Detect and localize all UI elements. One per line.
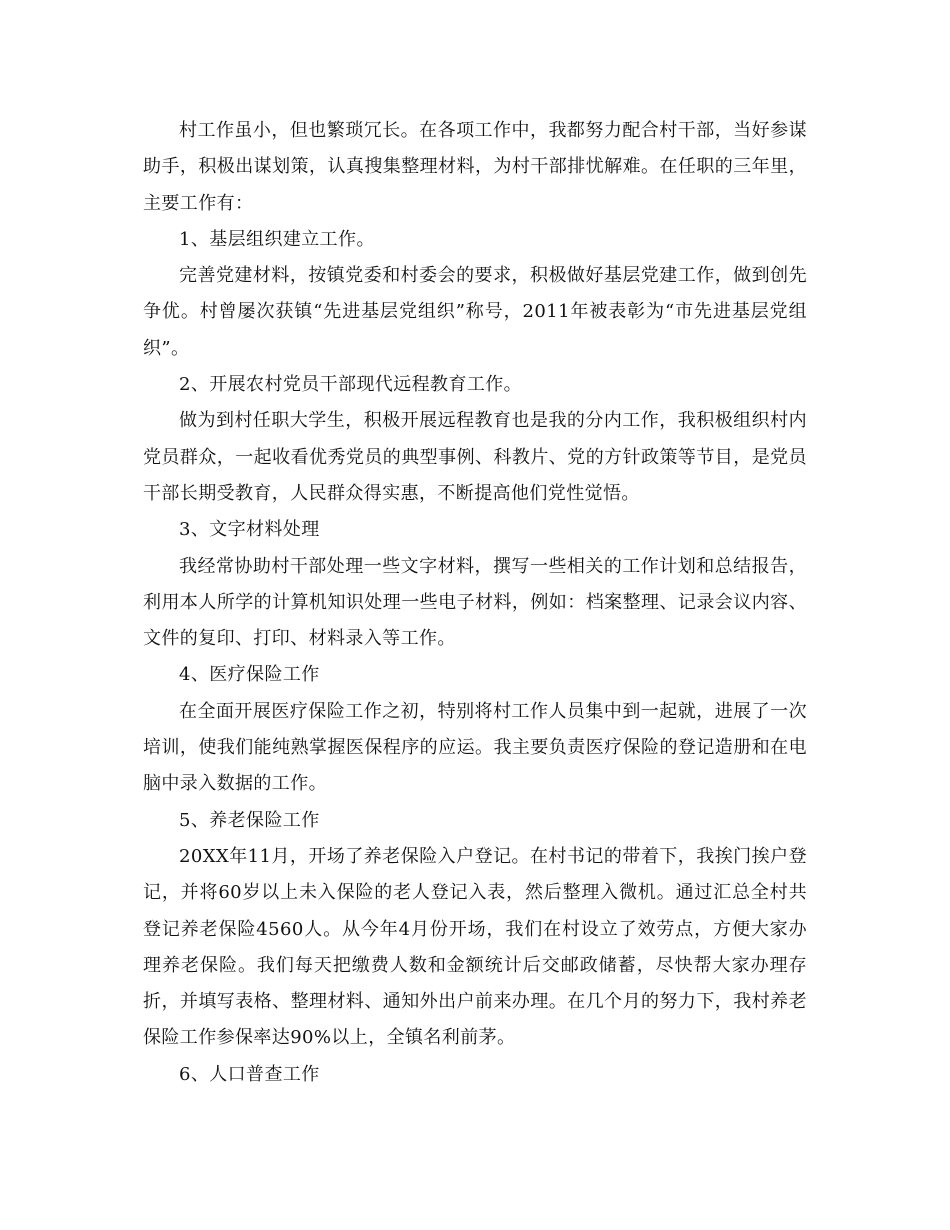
heading-item-3: 3、文字材料处理 — [179, 519, 320, 541]
document-body — [143, 113, 807, 1093]
heading-item-6: 6、人口普查工作 — [179, 1063, 320, 1085]
paragraph-item-3: 我经常协助村干部处理一些文字材料，撰写一些相关的工作计划和总结报告，利用本人所学的计算机知识处理一些电子材料，例如：档案整理、记录会议内容、文件的复印、打印、材料录入等工作。 — [143, 555, 807, 650]
paragraph-item-2: 做为到村任职大学生，积极开展远程教育也是我的分内工作，我积极组织村内党员群众，一起收看优秀党员的典型事例、科教片、党的方针政策等节目，是党员干部长期受教育，人民群众得实惠，不断提高他们党性觉悟。 — [143, 410, 807, 504]
paragraph-item-1: 完善党建材料，按镇党委和村委会的要求，积极做好基层党建工作，做到创先争优。村曾屡次获镇“先进基层党组织”称号，2011年被表彰为“市先进基层党组织”。 — [143, 265, 807, 359]
paragraph-intro: 村工作虽小，但也繁琐冗长。在各项工作中，我都努力配合村干部，当好参谋助手，积极出谋划策，认真搜集整理材料，为村干部排忧解难。在任职的三年里，主要工作有： — [143, 120, 807, 214]
heading-item-4: 4、医疗保险工作 — [179, 664, 320, 686]
heading-item-1: 1、基层组织建立工作。 — [179, 228, 375, 250]
heading-item-5: 5、养老保险工作 — [179, 809, 320, 831]
paragraph-item-5: 20XX年11月，开场了养老保险入户登记。在村书记的带着下，我挨门挨户登记，并将60岁以上未入保险的老人登记入表，然后整理入微机。通过汇总全村共登记养老保险4560人。从今年4月份开场，我们在村设立了效劳点，方便大家办理养老保险。我们每天把缴费人数和金额统计后交邮政储蓄，尽快帮大家办理存折，并填写表格、整理材料、通知外出户前来办理。在几个月的努力下，我村养老保险工作参保率达90%以上，全镇名利前茅。 — [143, 845, 807, 1049]
paragraph-item-4: 在全面开展医疗保险工作之初，特别将村工作人员集中到一起就，进展了一次培训，使我们能纯熟掌握医保程序的应运。我主要负责医疗保险的登记造册和在电脑中录入数据的工作。 — [143, 700, 807, 795]
heading-item-2: 2、开展农村党员干部现代远程教育工作。 — [179, 374, 523, 396]
